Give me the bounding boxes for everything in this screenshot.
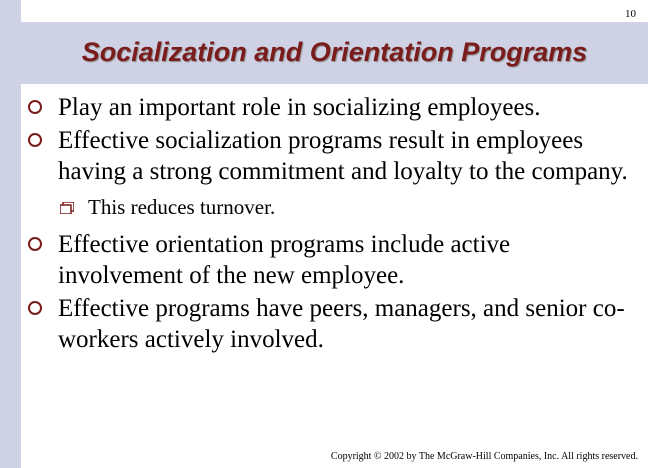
bullet-text: Play an important role in socializing employees. (58, 94, 541, 121)
bullet-text: Effective programs have peers, managers, and senior co-workers actively involved. (58, 295, 625, 353)
square-bullet-icon (60, 202, 74, 214)
bullet-list (26, 92, 636, 357)
title-band (21, 22, 648, 84)
sub-bullet-text: This reduces turnover. (88, 195, 276, 219)
circle-bullet-icon (28, 133, 42, 147)
circle-bullet-icon (28, 237, 42, 251)
bullet-text: Effective orientation programs include active involvement of the new employee. (58, 231, 511, 289)
page-number: 10 (625, 8, 636, 20)
circle-bullet-icon (28, 301, 42, 315)
sub-bullet-item (26, 193, 636, 221)
bullet-item (26, 229, 636, 291)
bullet-item (26, 125, 636, 187)
copyright-notice: Copyright © 2002 by The McGraw-Hill Companies, Inc. All rights reserved. (330, 451, 638, 462)
bullet-item (26, 92, 636, 123)
circle-bullet-icon (28, 100, 42, 114)
bullet-item (26, 293, 636, 355)
slide-title: Socialization and Orientation Programs (81, 37, 588, 67)
bullet-text: Effective socialization programs result in employees having a strong commitment and loyalty to the company. (58, 127, 628, 185)
left-accent-bar (0, 0, 21, 468)
